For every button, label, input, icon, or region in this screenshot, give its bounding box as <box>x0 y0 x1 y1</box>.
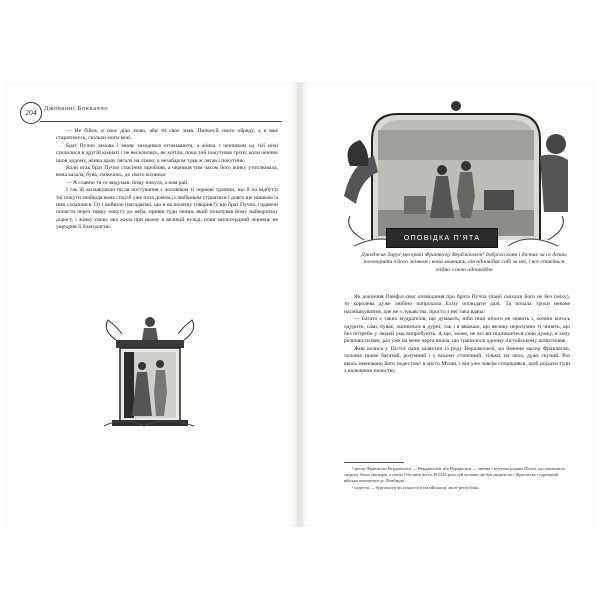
paragraph: Брат Пуччо замовк і знову заходився отченашити, а жінка з ченчиком од тієї ночі стелилися в другій кімнаті і не веселились, як хотіли, поки той покутував гріхи; коли ченчик ішов додому, жінка зразу лягала на ліжко, а незабаром туди ж лягав і покутник. <box>56 142 278 164</box>
right-body-text <box>344 294 570 375</box>
left-page <box>4 82 300 527</box>
paragraph: — А славно ти се видумав: йому покута, а нам рай. <box>66 179 189 186</box>
author-name: Джованні Боккаччо <box>44 105 109 112</box>
header-rule <box>40 121 282 122</box>
paragraph: Жив колись у Пістої один шляхтич із роду Верджеллезі, на ймення месер Франческо, чоловік тяжко багатий, розумний і у всьому статечний, тільки, на лихо, дуже скупий. Раз якось іменовано його подестою² в місто Мілан, і він уже зовсім спорядився, щоб поїхати туди з належною почестю; <box>344 345 570 375</box>
story-frame-illustration <box>344 100 568 248</box>
running-head <box>20 104 282 118</box>
footnote: ¹ месер Франческо Верджеллезі — Верджеллезі або Верджолезі — знатна і могутня родина Пістої, що очолювала свергну білих гвельфів, а потім Гібелінів міста. В 1326 році сей чоловік ще був рядком по ї Франческо і гарнішній війська покомунти до Ломбардії. <box>344 466 565 483</box>
paragraph: Як докінчив Памфіл своє оповідання про брата Пучча (панії сміхали його не без сміху), то королева дуже любіно попрохала Елізу оповідати далі. Та почала трохи неначе насмішкуватим, але не з лукавства, просто з неї така вдача: <box>344 294 570 315</box>
footnote-rule <box>344 462 404 463</box>
book-spread <box>0 82 600 527</box>
right-page <box>300 82 596 527</box>
story-summary: Джеджик дарує месерові Франческу Верджеллезі¹ доброго коня і дістає за се дозвіл поговорити з його жінкою; вона мовчить, він одповідає собі за неї, і все стається згідно з тою одповіддю <box>361 252 567 273</box>
paragraph: — Не бійся, я своє діло знаю, аби ти своє знав. Пильнуй свого обряду, а я вже старатимусь, скільки моги моєї. <box>56 128 278 142</box>
left-body-text <box>56 128 278 232</box>
paragraph: — Багато є таких мудрагелів, що думають, ніби інші нічого не знають і, хотячи когось одурити, самі, буває, ошиються в дурні; так і я вважаю, що велику нерозумно ті чинять, що без потреби у людей ума випробують. А що, може, не всі ви підпишетеся сюю думку, я хочу розповісти вам, раз уже на мене черга впала, що трапилося одному пістойському шляхтичеві. <box>344 316 570 345</box>
footnotes <box>344 466 570 492</box>
footnote: ² подеста — бургомістр чи староста в італійському місті-республіці. <box>352 485 480 490</box>
paragraph: Коли отак брат Пуччо спасіння заробляв, а черниця тим часом його жінку утоплювала, вона казала, бува, сміючись, до свого коханця: <box>56 165 278 179</box>
paragraph: І так їй засмакувало після постування з чоловіком ті черневі трапези, що й по відбутті тої покути знайшла вона спосіб уже поза домом із любчиком утішатися і довго ще нишком із ним сходилися. От і вийшло (нагадаємо, що я на початку говорив?), що брат Пуччо, гадаючи попасти через тяжку покуту до неба, привів туди ченця, який показував йому найкоротшу дорогу, і жінку свою, яка жила при ньому в великій нужді, поки милосердний чернець не ущедрив її благодаттю. <box>56 187 278 231</box>
story-title-banner: ОПОВІДКА П'ЯТА <box>386 228 498 248</box>
doorway-couple-illustration <box>94 312 206 430</box>
page-number: 204 <box>20 102 42 124</box>
